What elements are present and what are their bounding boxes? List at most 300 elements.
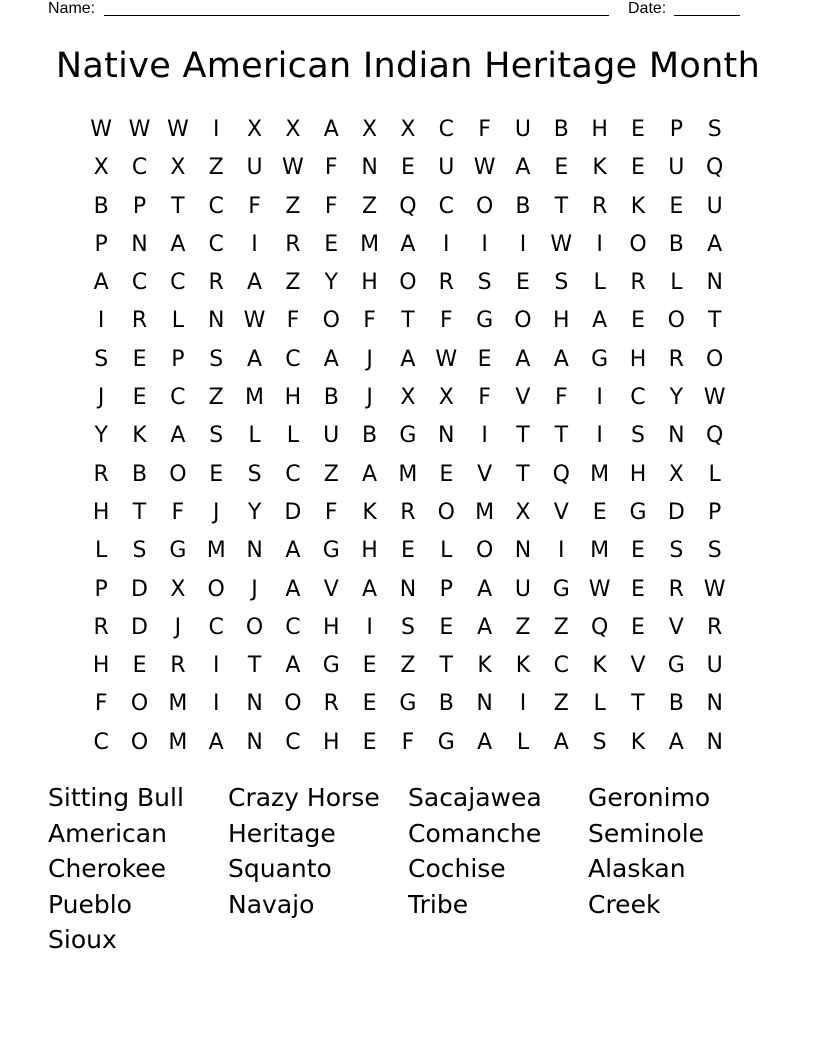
grid-letter: K: [592, 653, 607, 679]
grid-letter: U: [514, 576, 531, 602]
grid-letter: E: [400, 155, 415, 181]
grid-letter: E: [631, 117, 645, 142]
grid-letter: V: [477, 461, 493, 487]
grid-letter: F: [248, 193, 261, 219]
grid-letter: O: [629, 231, 647, 257]
grid-letter: H: [553, 308, 570, 334]
grid-letter: L: [171, 308, 184, 334]
grid-letter: U: [706, 653, 723, 679]
grid-letter: R: [323, 691, 339, 717]
grid-letter: C: [131, 155, 148, 181]
grid-letter: L: [516, 729, 530, 755]
grid-letter: Z: [400, 653, 416, 679]
grid-letter: P: [94, 576, 108, 602]
grid-letter: U: [323, 423, 340, 449]
grid-letter: W: [588, 576, 611, 602]
grid-letter: L: [95, 538, 108, 564]
grid-letter: M: [168, 729, 188, 755]
grid-letter: D: [667, 499, 685, 525]
grid-letter: X: [93, 155, 109, 181]
grid-letter: P: [94, 231, 108, 257]
grid-letter: T: [516, 461, 530, 487]
grid-letter: V: [323, 576, 339, 602]
grid-letter: E: [362, 729, 377, 755]
grid-letter: L: [708, 461, 721, 487]
grid-letter: U: [514, 117, 531, 142]
grid-letter: E: [132, 346, 147, 372]
word-list-item: Pueblo: [48, 889, 132, 919]
grid-letter: O: [706, 346, 724, 372]
grid-letter: Z: [208, 155, 224, 181]
grid-letter: I: [481, 231, 488, 257]
grid-letter: W: [550, 231, 573, 257]
grid-letter: K: [630, 729, 646, 755]
grid-letter: L: [593, 270, 606, 296]
grid-letter: D: [131, 576, 148, 602]
grid-letter: F: [401, 729, 415, 755]
grid-letter: H: [361, 270, 378, 296]
grid-letter: X: [400, 385, 416, 411]
grid-letter: K: [477, 653, 492, 679]
word-list-item: Sacajawea: [408, 783, 542, 812]
grid-letter: A: [668, 729, 684, 755]
word-list-item: Cherokee: [48, 854, 167, 883]
grid-letter: R: [400, 499, 416, 525]
grid-letter: H: [92, 499, 110, 525]
grid-letter: R: [208, 270, 224, 296]
grid-letter: Z: [553, 691, 569, 717]
grid-letter: L: [670, 270, 683, 296]
grid-letter: J: [97, 385, 105, 411]
grid-letter: M: [475, 499, 495, 525]
grid-letter: N: [207, 308, 225, 334]
grid-letter: C: [553, 653, 569, 679]
grid-letter: O: [130, 729, 149, 755]
grid-letter: I: [212, 653, 220, 679]
grid-letter: I: [519, 691, 527, 717]
word-list-item: Tribe: [408, 889, 469, 919]
grid-letter: F: [286, 308, 300, 334]
grid-letter: F: [478, 385, 491, 411]
grid-letter: F: [171, 499, 185, 525]
grid-letter: J: [174, 614, 182, 640]
grid-letter: O: [245, 614, 264, 640]
grid-letter: Z: [208, 385, 224, 411]
grid-letter: E: [209, 461, 224, 487]
grid-letter: R: [93, 461, 109, 487]
grid-letter: O: [207, 576, 225, 602]
grid-letter: U: [706, 193, 723, 219]
grid-letter: E: [132, 653, 147, 679]
grid-letter: O: [667, 308, 685, 334]
grid-letter: A: [247, 346, 263, 372]
grid-letter: L: [286, 423, 300, 449]
grid-letter: Z: [323, 461, 339, 487]
grid-letter: A: [170, 423, 186, 449]
grid-letter: Q: [399, 193, 417, 219]
grid-letter: N: [246, 729, 263, 755]
grid-letter: E: [554, 155, 569, 181]
grid-letter: A: [400, 346, 416, 372]
grid-letter: B: [438, 691, 454, 717]
grid-letter: J: [366, 346, 373, 372]
grid-letter: B: [515, 193, 531, 219]
grid-letter: W: [243, 308, 266, 334]
grid-letter: A: [592, 308, 608, 334]
grid-letter: S: [707, 538, 722, 564]
grid-letter: S: [247, 461, 262, 487]
grid-row: [82, 188, 734, 226]
grid-letter: B: [131, 461, 148, 487]
grid-letter: O: [437, 499, 455, 525]
name-label: Name:: [48, 0, 96, 17]
grid-letter: V: [515, 385, 531, 411]
grid-letter: A: [362, 461, 378, 487]
grid-letter: G: [169, 538, 187, 564]
grid-letter: I: [366, 614, 373, 640]
grid-letter: S: [94, 346, 109, 372]
grid-row: [82, 724, 734, 762]
grid-letter: E: [362, 653, 377, 679]
grid-letter: H: [322, 729, 340, 755]
grid-letter: S: [209, 346, 224, 372]
grid-letter: D: [284, 499, 302, 525]
grid-letter: D: [131, 614, 148, 640]
grid-letter: E: [477, 346, 492, 372]
grid-letter: M: [398, 461, 418, 487]
grid-letter: E: [324, 231, 339, 257]
grid-letter: B: [362, 423, 378, 449]
grid-letter: I: [596, 385, 603, 411]
grid-letter: T: [401, 308, 415, 334]
grid-letter: G: [552, 576, 570, 602]
grid-letter: Z: [515, 614, 531, 640]
grid-letter: C: [285, 614, 301, 640]
grid-letter: H: [92, 653, 110, 679]
grid-letter: O: [475, 193, 494, 219]
grid-letter: I: [212, 691, 220, 717]
grid-letter: H: [629, 346, 647, 372]
word-list-item: Crazy Horse: [228, 783, 380, 812]
grid-letter: M: [590, 461, 610, 487]
word-list-item: Seminole: [588, 818, 705, 848]
grid-letter: A: [515, 346, 531, 372]
grid-letter: P: [669, 117, 683, 142]
grid-letter: Y: [324, 270, 338, 296]
grid-letter: M: [360, 231, 380, 257]
grid-letter: W: [128, 117, 151, 142]
grid-letter: G: [629, 499, 647, 525]
grid-letter: R: [131, 308, 148, 334]
grid-letter: L: [593, 691, 606, 717]
grid-letter: W: [282, 155, 304, 181]
grid-letter: S: [592, 729, 607, 755]
grid-letter: E: [669, 193, 684, 219]
grid-letter: G: [399, 691, 417, 717]
word-list-item: Geronimo: [588, 783, 711, 812]
grid-letter: B: [93, 193, 109, 219]
grid-row: [82, 456, 734, 494]
grid-letter: A: [170, 231, 186, 257]
grid-letter: Z: [285, 270, 301, 296]
grid-letter: J: [212, 499, 220, 525]
grid-letter: R: [591, 193, 608, 219]
grid-letter: E: [439, 614, 454, 640]
grid-letter: F: [363, 308, 376, 334]
grid-letter: A: [515, 155, 531, 181]
grid-letter: A: [477, 729, 493, 755]
grid-letter: V: [668, 614, 684, 640]
grid-letter: N: [706, 270, 723, 296]
grid-letter: I: [97, 308, 105, 334]
grid-letter: I: [596, 231, 603, 257]
grid-letter: C: [170, 385, 186, 411]
word-list-item: Creek: [588, 889, 661, 919]
grid-letter: T: [171, 193, 185, 219]
word-list-item: Sioux: [48, 925, 117, 954]
grid-letter: Y: [669, 385, 684, 411]
grid-letter: S: [669, 538, 684, 564]
grid-letter: A: [93, 270, 109, 296]
grid-letter: S: [707, 117, 722, 142]
grid-letter: F: [324, 499, 338, 525]
name-field-line: [104, 15, 609, 16]
grid-letter: C: [131, 270, 148, 296]
grid-letter: N: [399, 576, 417, 602]
grid-letter: C: [170, 270, 186, 296]
grid-letter: F: [324, 155, 338, 181]
grid-letter: H: [284, 385, 302, 411]
grid-letter: I: [212, 117, 220, 142]
grid-letter: H: [361, 538, 378, 564]
grid-letter: W: [703, 385, 726, 411]
grid-letter: G: [476, 308, 494, 334]
grid-letter: X: [515, 499, 531, 525]
grid-letter: A: [285, 576, 301, 602]
grid-letter: N: [706, 729, 723, 755]
grid-letter: A: [477, 614, 493, 640]
grid-letter: S: [400, 614, 415, 640]
grid-letter: E: [592, 499, 607, 525]
grid-letter: C: [438, 193, 454, 219]
grid-letter: C: [208, 231, 224, 257]
grid-letter: P: [439, 576, 453, 602]
grid-letter: W: [473, 155, 496, 181]
word-list-item: Sitting Bull: [48, 783, 184, 812]
grid-letter: A: [400, 231, 416, 257]
grid-letter: B: [668, 691, 684, 717]
grid-letter: O: [475, 538, 494, 564]
grid-letter: O: [169, 461, 187, 487]
grid-letter: J: [366, 385, 373, 411]
grid-letter: L: [440, 538, 453, 564]
grid-letter: R: [630, 270, 646, 296]
grid-letter: X: [668, 461, 684, 487]
grid-letter: Q: [590, 614, 609, 640]
grid-letter: Q: [706, 423, 724, 449]
grid-letter: C: [630, 385, 646, 411]
grid-row: [82, 149, 734, 187]
grid-letter: T: [132, 499, 147, 525]
grid-letter: O: [322, 308, 340, 334]
grid-letter: X: [170, 576, 186, 602]
grid-letter: Z: [362, 193, 378, 219]
grid-letter: R: [93, 614, 109, 640]
grid-row: [82, 302, 734, 340]
grid-letter: N: [131, 231, 148, 257]
grid-letter: W: [435, 346, 458, 372]
grid-letter: T: [439, 653, 453, 679]
grid-letter: S: [631, 423, 645, 449]
letter-grid: [82, 111, 734, 762]
grid-letter: K: [592, 155, 607, 181]
grid-letter: A: [707, 231, 723, 257]
grid-row: [82, 532, 734, 570]
grid-letter: M: [168, 691, 188, 717]
grid-letter: F: [554, 385, 568, 411]
grid-row: [82, 264, 734, 302]
grid-letter: T: [554, 423, 569, 449]
grid-letter: S: [477, 270, 492, 296]
grid-letter: T: [707, 308, 722, 334]
grid-letter: N: [668, 423, 685, 449]
grid-letter: N: [476, 691, 493, 717]
grid-letter: R: [438, 270, 454, 296]
word-list-item: American: [48, 818, 167, 848]
grid-letter: M: [206, 538, 226, 564]
grid-letter: L: [248, 423, 261, 449]
grid-letter: I: [558, 538, 565, 564]
grid-row: [82, 494, 734, 532]
grid-letter: R: [707, 614, 723, 640]
grid-letter: C: [285, 729, 301, 755]
grid-letter: R: [170, 653, 186, 679]
grid-letter: Y: [94, 423, 108, 449]
grid-letter: I: [251, 231, 258, 257]
grid-letter: X: [170, 155, 186, 181]
grid-letter: G: [399, 423, 417, 449]
grid-letter: A: [362, 576, 378, 602]
grid-letter: P: [132, 193, 147, 219]
grid-letter: H: [322, 614, 340, 640]
grid-letter: M: [245, 385, 265, 411]
word-list-item: Cochise: [408, 854, 506, 883]
grid-letter: R: [285, 231, 301, 257]
grid-letter: S: [132, 538, 147, 564]
grid-letter: U: [246, 155, 263, 181]
grid-letter: T: [631, 691, 645, 717]
grid-letter: A: [208, 729, 224, 755]
grid-letter: A: [553, 729, 569, 755]
grid-letter: C: [285, 461, 301, 487]
grid-letter: S: [554, 270, 569, 296]
grid-letter: E: [132, 385, 147, 411]
grid-letter: G: [322, 653, 340, 679]
grid-letter: G: [437, 729, 455, 755]
grid-letter: F: [324, 193, 338, 219]
grid-letter: U: [438, 155, 455, 181]
grid-letter: E: [400, 538, 415, 564]
grid-letter: E: [631, 308, 645, 334]
grid-letter: B: [323, 385, 339, 411]
grid-letter: N: [438, 423, 455, 449]
grid-letter: Q: [552, 461, 570, 487]
grid-letter: N: [246, 691, 263, 717]
grid-letter: C: [438, 117, 454, 142]
grid-letter: N: [514, 538, 532, 564]
grid-letter: E: [516, 270, 530, 296]
grid-letter: I: [481, 423, 488, 449]
grid-letter: W: [90, 117, 113, 142]
grid-letter: A: [285, 538, 301, 564]
grid-letter: K: [362, 499, 377, 525]
grid-letter: Q: [706, 155, 724, 181]
grid-letter: X: [362, 117, 378, 142]
grid-letter: N: [706, 691, 723, 717]
date-label: Date:: [628, 0, 667, 17]
grid-letter: X: [247, 117, 263, 142]
grid-letter: Z: [553, 614, 569, 640]
grid-letter: E: [631, 155, 645, 181]
grid-row: [82, 417, 734, 455]
grid-letter: G: [591, 346, 609, 372]
grid-letter: W: [703, 576, 726, 602]
grid-letter: A: [285, 653, 301, 679]
grid-letter: A: [323, 117, 339, 142]
grid-row: [82, 111, 734, 149]
grid-letter: V: [553, 499, 569, 525]
grid-letter: P: [708, 499, 722, 525]
grid-letter: K: [630, 193, 646, 219]
grid-letter: O: [399, 270, 417, 296]
grid-letter: E: [362, 691, 377, 717]
grid-letter: O: [284, 691, 302, 717]
word-list-item: Navajo: [228, 889, 315, 919]
grid-letter: T: [516, 423, 530, 449]
grid-letter: H: [591, 117, 608, 142]
grid-row: [82, 341, 734, 379]
word-list-item: Comanche: [408, 818, 542, 848]
date-field-line: [674, 15, 740, 16]
grid-letter: I: [519, 231, 527, 257]
word-list-item: Squanto: [228, 854, 332, 883]
grid-letter: A: [477, 576, 493, 602]
grid-letter: A: [553, 346, 569, 372]
grid-letter: X: [438, 385, 454, 411]
grid-letter: B: [668, 231, 684, 257]
grid-letter: E: [631, 576, 645, 602]
grid-letter: F: [94, 691, 108, 717]
grid-row: [82, 379, 734, 417]
grid-letter: I: [443, 231, 450, 257]
grid-letter: R: [668, 576, 684, 602]
grid-letter: C: [208, 193, 224, 219]
grid-letter: T: [554, 193, 569, 219]
grid-letter: A: [247, 270, 263, 296]
grid-letter: I: [596, 423, 603, 449]
grid-letter: G: [667, 653, 685, 679]
grid-letter: N: [361, 155, 378, 181]
puzzle-title: Native American Indian Heritage Month: [55, 46, 761, 86]
grid-row: [82, 571, 734, 609]
word-list-item: Alaskan: [588, 854, 686, 883]
grid-letter: X: [285, 117, 301, 142]
grid-letter: C: [285, 346, 301, 372]
grid-letter: S: [209, 423, 224, 449]
word-list: [48, 780, 788, 958]
grid-letter: Z: [285, 193, 301, 219]
grid-letter: F: [478, 117, 491, 142]
